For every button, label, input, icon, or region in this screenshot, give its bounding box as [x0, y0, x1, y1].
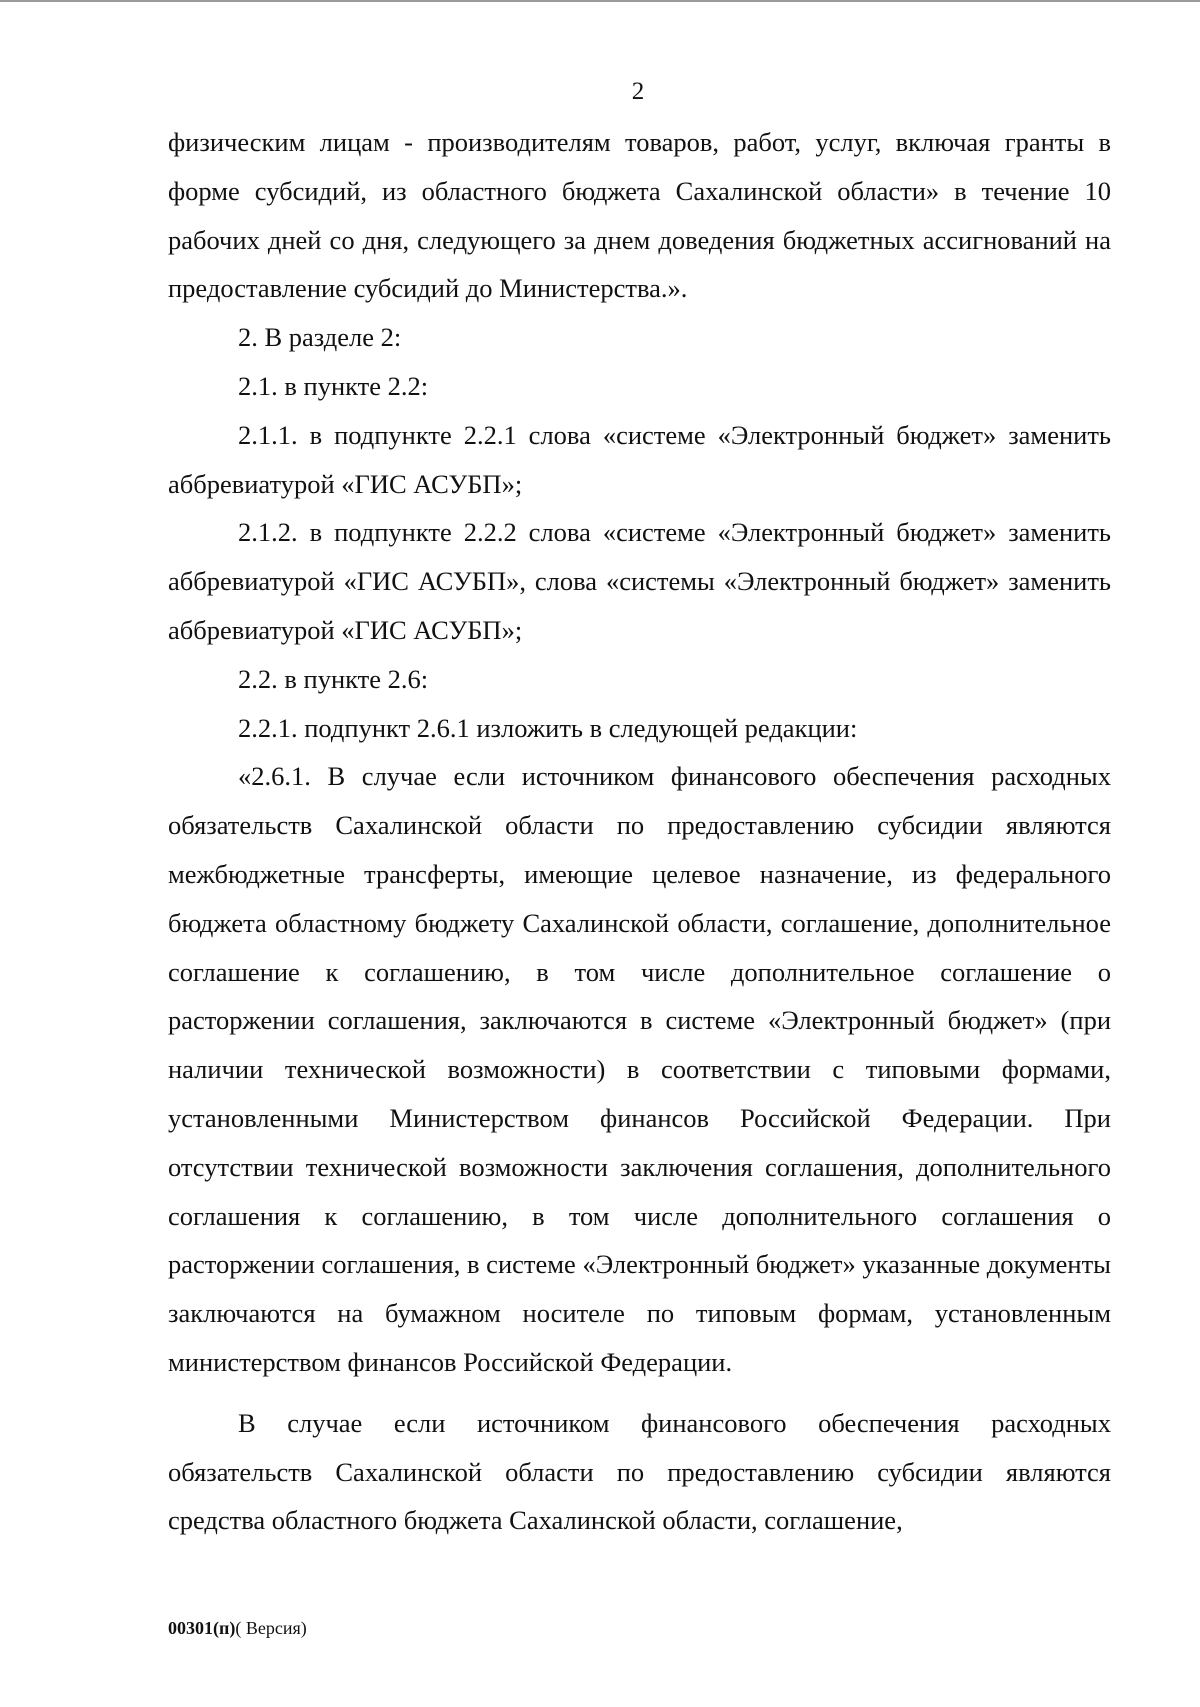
paragraph-section-2: 2. В разделе 2: [238, 322, 402, 353]
paragraph-continuation: физическим лицам - производителям товаров, работ, услуг, включая гранты в форме субсидий, из областного бюджета Сахалинской области» в течение 10 рабочих дней со дня, следующего за днем доведения бюджетных ассигнований на предоставление субсидий до Министерства.». [168, 127, 1111, 304]
footer-version: ( Версия) [235, 1618, 307, 1638]
page-number: 2 [631, 78, 645, 105]
paragraph-2-2: 2.2. в пункте 2.6: [238, 663, 429, 694]
paragraph-2-6-1: «2.6.1. В случае если источником финансового обеспечения расходных обязательств Сахалинской области по предоставлению субсидии являются межбюджетные трансферты, имеющие целевое назначение, из федерального бюджета областному бюджету Сахалинской области, соглашение, дополнительное соглашение к соглашению, в том числе дополнительное соглашение о расторжении соглашения, заключаются в системе «Электронный бюджет» (при наличии технической возможности) в соответствии с типовыми формами, установленными Министерством финансов Российской Федерации. При отсутствии технической возможности заключения соглашения, дополнительного соглашения к соглашению, в том числе дополнительного соглашения о расторжении соглашения, в системе «Электронный бюджет» указанные документы заключаются на бумажном носителе по типовым формам, установленным министерством финансов Российской Федерации. [168, 761, 1111, 1377]
document-body [168, 118, 1111, 1545]
paragraph-2-2-1: 2.2.1. подпункт 2.6.1 изложить в следующей редакции: [238, 712, 858, 743]
paragraph-2-1-2: 2.1.2. в подпункте 2.2.2 слова «системе «Электронный бюджет» заменить аббревиатурой «ГИС АСУБП», слова «системы «Электронный бюджет» заменить аббревиатурой «ГИС АСУБП»; [168, 517, 1111, 645]
document-footer [168, 1618, 307, 1639]
paragraph-regional-budget: В случае если источником финансового обеспечения расходных обязательств Сахалинской области по предоставлению субсидии являются средства областного бюджета Сахалинской области, соглашение, [168, 1407, 1111, 1536]
paragraph-2-1: 2.1. в пункте 2.2: [238, 370, 429, 401]
paragraph-2-1-1: 2.1.1. в подпункте 2.2.1 слова «системе «Электронный бюджет» заменить аббревиатурой «ГИС АСУБП»; [168, 419, 1111, 499]
page-top-edge [0, 0, 1200, 2]
footer-code: 00301(п) [168, 1618, 236, 1638]
